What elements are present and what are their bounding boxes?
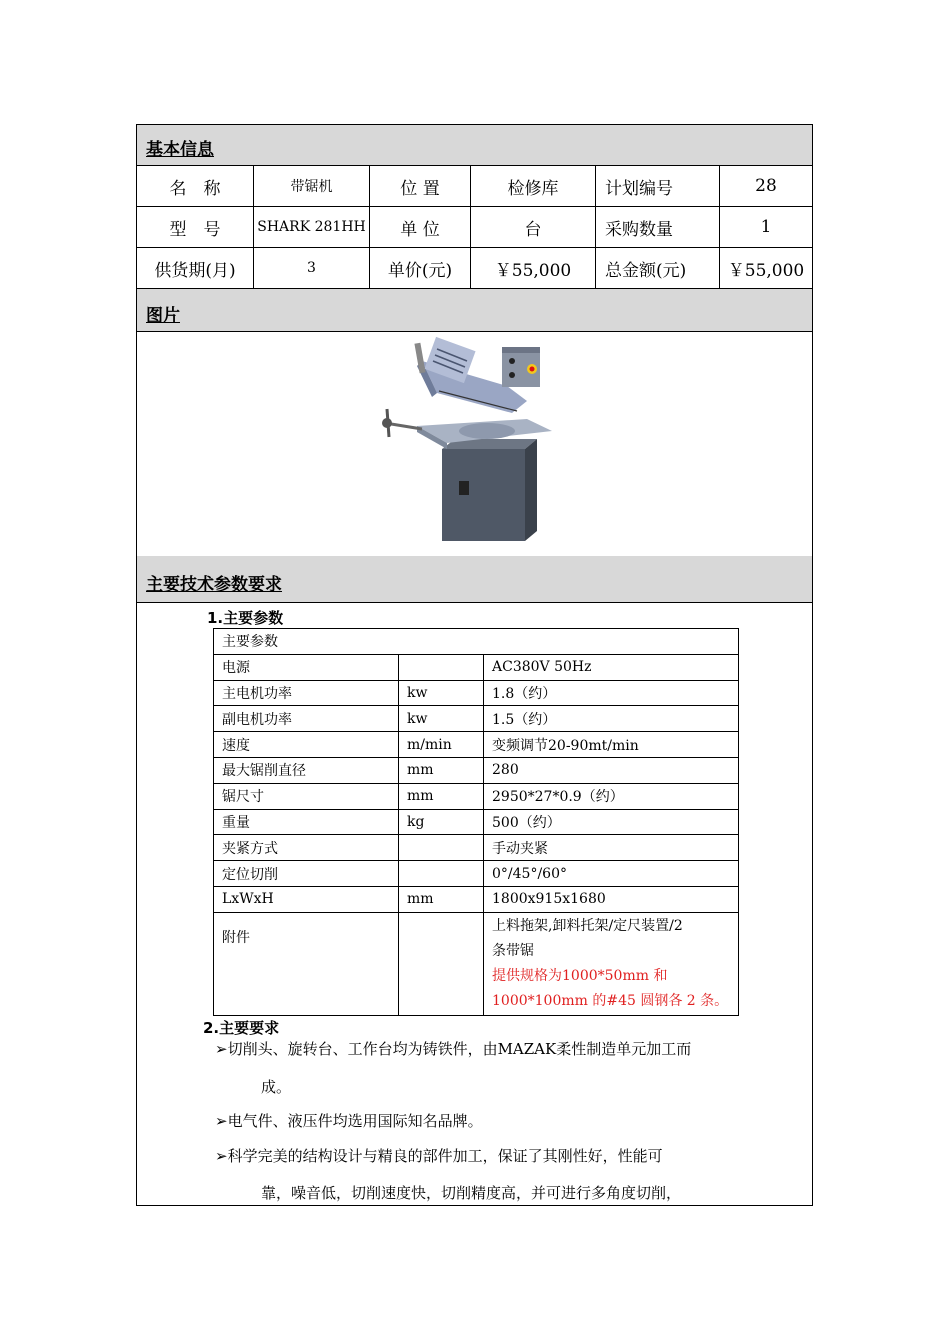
param-value: 280: [484, 757, 739, 783]
value-plan-number: 28: [755, 176, 777, 196]
params-table: [213, 628, 739, 1016]
value-model: SHARK 281HH: [254, 207, 370, 247]
param-unit: kg: [399, 809, 484, 835]
table-row: [214, 732, 739, 758]
param-unit: kw: [399, 680, 484, 706]
accessory-red-line-2: 1000*100mm 的#45 圆钢各 2 条。: [492, 992, 729, 1009]
requirement-line-1: ➢切削头、旋转台、工作台均为铸铁件，由MAZAK柔性制造单元加工而: [215, 1040, 692, 1058]
table-row: [214, 861, 739, 887]
param-value: 手动夹紧: [484, 835, 739, 861]
accessory-name: 附件: [214, 912, 399, 1015]
param-name: LxWxH: [214, 886, 399, 912]
label-unit-price: 单价(元): [370, 248, 471, 288]
basic-info-title: 基本信息: [146, 140, 214, 160]
accessory-row: [214, 912, 739, 1015]
info-row-2: [137, 207, 812, 248]
param-value: AC380V 50Hz: [484, 654, 739, 680]
accessory-value: [484, 912, 739, 1015]
picture-header: [137, 289, 812, 332]
param-unit: [399, 835, 484, 861]
table-row: [214, 809, 739, 835]
param-value: 变频调节20-90mt/min: [484, 732, 739, 758]
param-unit: [399, 861, 484, 887]
label-unit: 单 位: [370, 207, 471, 247]
param-value: 1.8（约）: [484, 680, 739, 706]
param-unit: kw: [399, 706, 484, 732]
value-unit-price: ￥55,000: [471, 248, 596, 288]
param-unit: mm: [399, 886, 484, 912]
label-model: 型 号: [137, 207, 254, 247]
label-location: 位 置: [370, 166, 471, 206]
param-name: 夹紧方式: [214, 835, 399, 861]
param-name: 速度: [214, 732, 399, 758]
param-name: 锯尺寸: [214, 783, 399, 809]
accessory-unit: [399, 912, 484, 1015]
table-row: [214, 654, 739, 680]
param-name: 副电机功率: [214, 706, 399, 732]
table-row: [214, 757, 739, 783]
params-header-row: [214, 629, 739, 655]
value-unit: 台: [471, 207, 596, 247]
params-subtitle: 1.主要参数: [207, 609, 284, 627]
label-quantity: 采购数量: [596, 207, 720, 247]
accessory-line-1: 上料拖架,卸料托架/定尺装置/2: [492, 917, 683, 934]
procurement-form: [136, 124, 813, 1206]
picture-title: 图片: [146, 306, 180, 326]
label-plan-number: 计划编号: [596, 166, 720, 206]
label-total: 总金额(元): [596, 248, 720, 288]
table-row: [214, 706, 739, 732]
param-name: 主电机功率: [214, 680, 399, 706]
param-unit: mm: [399, 757, 484, 783]
band-saw-photo: [377, 331, 577, 546]
info-row-3: [137, 248, 812, 289]
param-name: 重量: [214, 809, 399, 835]
param-name: 最大锯削直径: [214, 757, 399, 783]
accessory-red-line-1: 提供规格为1000*50mm 和: [492, 967, 668, 984]
label-name: 名 称: [137, 166, 254, 206]
params-table-header: 主要参数: [214, 629, 739, 655]
param-unit: [399, 654, 484, 680]
param-value: 1800x915x1680: [484, 886, 739, 912]
tech-header: [137, 556, 812, 603]
value-quantity: 1: [760, 217, 772, 237]
param-value: 1.5（约）: [484, 706, 739, 732]
param-name: 电源: [214, 654, 399, 680]
param-unit: m/min: [399, 732, 484, 758]
table-row: [214, 783, 739, 809]
param-value: 500（约）: [484, 809, 739, 835]
value-name: 带锯机: [254, 166, 370, 206]
requirement-line-3: ➢电气件、液压件均选用国际知名品牌。: [215, 1112, 483, 1130]
requirement-line-4: ➢科学完美的结构设计与精良的部件加工，保证了其刚性好，性能可: [215, 1147, 663, 1165]
basic-info-header: [137, 125, 812, 166]
table-row: [214, 886, 739, 912]
info-row-1: [137, 166, 812, 207]
param-value: 0°/45°/60°: [484, 861, 739, 887]
requirement-line-2: 成。: [261, 1078, 292, 1096]
requirements-subtitle: 2.主要要求: [203, 1019, 280, 1037]
value-delivery: 3: [254, 248, 370, 288]
label-delivery: 供货期(月): [137, 248, 254, 288]
value-total: ￥55,000: [727, 260, 805, 281]
param-value: 2950*27*0.9（约）: [484, 783, 739, 809]
requirement-line-5: 靠，噪音低，切削速度快，切削精度高，并可进行多角度切削，: [261, 1184, 682, 1202]
param-unit: mm: [399, 783, 484, 809]
param-name: 定位切削: [214, 861, 399, 887]
table-row: [214, 680, 739, 706]
accessory-line-2: 条带锯: [492, 942, 534, 959]
tech-title: 主要技术参数要求: [146, 575, 282, 595]
table-row: [214, 835, 739, 861]
value-location: 检修库: [471, 166, 596, 206]
